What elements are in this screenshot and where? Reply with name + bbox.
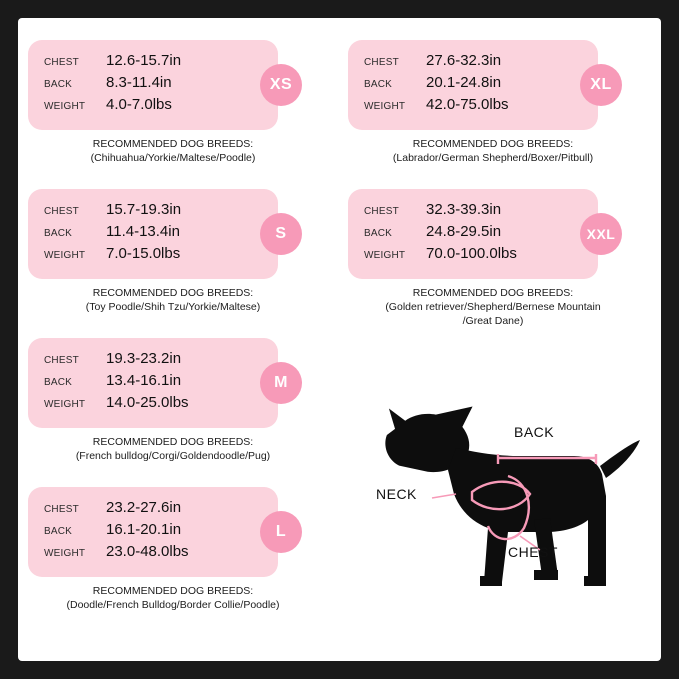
back-value: 13.4-16.1in bbox=[106, 372, 182, 389]
size-block-m bbox=[28, 338, 338, 463]
chest-label: CHEST bbox=[44, 504, 79, 515]
weight-value: 23.0-48.0lbs bbox=[106, 543, 189, 560]
measurement-panel bbox=[348, 40, 612, 130]
diagram-label-back: BACK bbox=[514, 424, 555, 440]
size-block-xxl bbox=[348, 189, 658, 328]
chest-row bbox=[44, 201, 264, 223]
weight-label: WEIGHT bbox=[44, 101, 86, 112]
chest-value: 23.2-27.6in bbox=[106, 499, 182, 516]
back-label: BACK bbox=[44, 79, 73, 90]
right-column bbox=[348, 18, 658, 334]
weight-label: WEIGHT bbox=[44, 548, 86, 559]
breeds-title: RECOMMENDED DOG BREEDS: bbox=[412, 138, 574, 150]
size-block-xs bbox=[28, 40, 338, 165]
back-label: BACK bbox=[364, 79, 393, 90]
chest-label: CHEST bbox=[44, 57, 79, 68]
back-label: BACK bbox=[44, 377, 73, 388]
size-badge-xl: XL bbox=[580, 64, 622, 106]
back-value: 16.1-20.1in bbox=[106, 521, 182, 538]
breeds-names: (Doodle/French Bulldog/Border Collie/Poodle) bbox=[66, 599, 280, 611]
weight-label: WEIGHT bbox=[364, 101, 406, 112]
chest-value: 15.7-19.3in bbox=[106, 201, 182, 218]
weight-row bbox=[44, 96, 264, 118]
size-block-xl bbox=[348, 40, 658, 165]
back-row bbox=[364, 74, 584, 96]
chest-value: 12.6-15.7in bbox=[106, 52, 182, 69]
size-block-s bbox=[28, 189, 338, 314]
measurement-panel bbox=[28, 40, 293, 130]
back-label: BACK bbox=[44, 526, 73, 537]
weight-value: 14.0-25.0lbs bbox=[106, 394, 189, 411]
left-column bbox=[28, 18, 338, 618]
size-badge-m: M bbox=[260, 362, 302, 404]
breeds-names: (French bulldog/Corgi/Goldendoodle/Pug) bbox=[75, 450, 271, 462]
diagram-label-neck: NECK bbox=[376, 486, 417, 502]
diagram-label-chest: CHEST bbox=[508, 544, 558, 560]
size-badge-s: S bbox=[260, 213, 302, 255]
chest-value: 27.6-32.3in bbox=[426, 52, 502, 69]
back-row bbox=[44, 223, 264, 245]
breeds-names-line2: /Great Dane) bbox=[462, 315, 524, 327]
weight-row bbox=[364, 245, 584, 267]
back-row bbox=[44, 74, 264, 96]
chest-row bbox=[364, 52, 584, 74]
chest-row bbox=[44, 499, 264, 521]
size-badge-xs: XS bbox=[260, 64, 302, 106]
chest-value: 19.3-23.2in bbox=[106, 350, 182, 367]
back-value: 11.4-13.4in bbox=[106, 223, 180, 240]
weight-row bbox=[44, 245, 264, 267]
breeds-title: RECOMMENDED DOG BREEDS: bbox=[92, 585, 254, 597]
neck-leader-line bbox=[432, 494, 456, 498]
back-value: 20.1-24.8in bbox=[426, 74, 502, 91]
size-badge-xxl: XXL bbox=[580, 213, 622, 255]
breeds-block bbox=[28, 435, 318, 463]
breeds-block bbox=[28, 137, 318, 165]
measurement-panel bbox=[28, 487, 287, 577]
measurement-panel bbox=[28, 189, 287, 279]
size-block-l bbox=[28, 487, 338, 612]
breeds-block bbox=[28, 584, 318, 612]
weight-label: WEIGHT bbox=[364, 250, 406, 261]
measurement-panel bbox=[348, 189, 616, 279]
weight-row bbox=[44, 394, 264, 416]
size-badge-l: L bbox=[260, 511, 302, 553]
weight-label: WEIGHT bbox=[44, 250, 86, 261]
dog-silhouette-icon bbox=[348, 370, 658, 645]
breeds-title: RECOMMENDED DOG BREEDS: bbox=[412, 287, 574, 299]
breeds-title: RECOMMENDED DOG BREEDS: bbox=[92, 436, 254, 448]
measurement-panel bbox=[28, 338, 288, 428]
back-label: BACK bbox=[364, 228, 393, 239]
back-label: BACK bbox=[44, 228, 73, 239]
breeds-names: (Golden retriever/Shepherd/Bernese Mountain bbox=[385, 301, 601, 313]
chest-label: CHEST bbox=[44, 206, 79, 217]
size-chart-card bbox=[18, 18, 661, 661]
back-row bbox=[364, 223, 584, 245]
chest-label: CHEST bbox=[44, 355, 79, 366]
weight-value: 70.0-100.0lbs bbox=[426, 245, 517, 262]
weight-label: WEIGHT bbox=[44, 399, 86, 410]
weight-value: 7.0-15.0lbs bbox=[106, 245, 181, 262]
chest-label: CHEST bbox=[364, 57, 399, 68]
weight-row bbox=[364, 96, 584, 118]
back-value: 24.8-29.5in bbox=[426, 223, 502, 240]
chest-label: CHEST bbox=[364, 206, 399, 217]
breeds-block bbox=[348, 286, 638, 328]
breeds-block bbox=[28, 286, 318, 314]
breeds-title: RECOMMENDED DOG BREEDS: bbox=[92, 287, 254, 299]
breeds-block bbox=[348, 137, 638, 165]
breeds-names: (Chihuahua/Yorkie/Maltese/Poodle) bbox=[90, 152, 256, 164]
weight-value: 4.0-7.0lbs bbox=[106, 96, 172, 113]
chest-value: 32.3-39.3in bbox=[426, 201, 502, 218]
back-value: 8.3-11.4in bbox=[106, 74, 172, 91]
chest-row bbox=[44, 52, 264, 74]
breeds-title: RECOMMENDED DOG BREEDS: bbox=[92, 138, 254, 150]
back-row bbox=[44, 521, 264, 543]
chest-row bbox=[44, 350, 264, 372]
weight-value: 42.0-75.0lbs bbox=[426, 96, 509, 113]
dog-measurement-diagram bbox=[348, 370, 658, 645]
breeds-names: (Toy Poodle/Shih Tzu/Yorkie/Maltese) bbox=[85, 301, 261, 313]
back-row bbox=[44, 372, 264, 394]
weight-row bbox=[44, 543, 264, 565]
chest-row bbox=[364, 201, 584, 223]
breeds-names: (Labrador/German Shepherd/Boxer/Pitbull) bbox=[392, 152, 594, 164]
